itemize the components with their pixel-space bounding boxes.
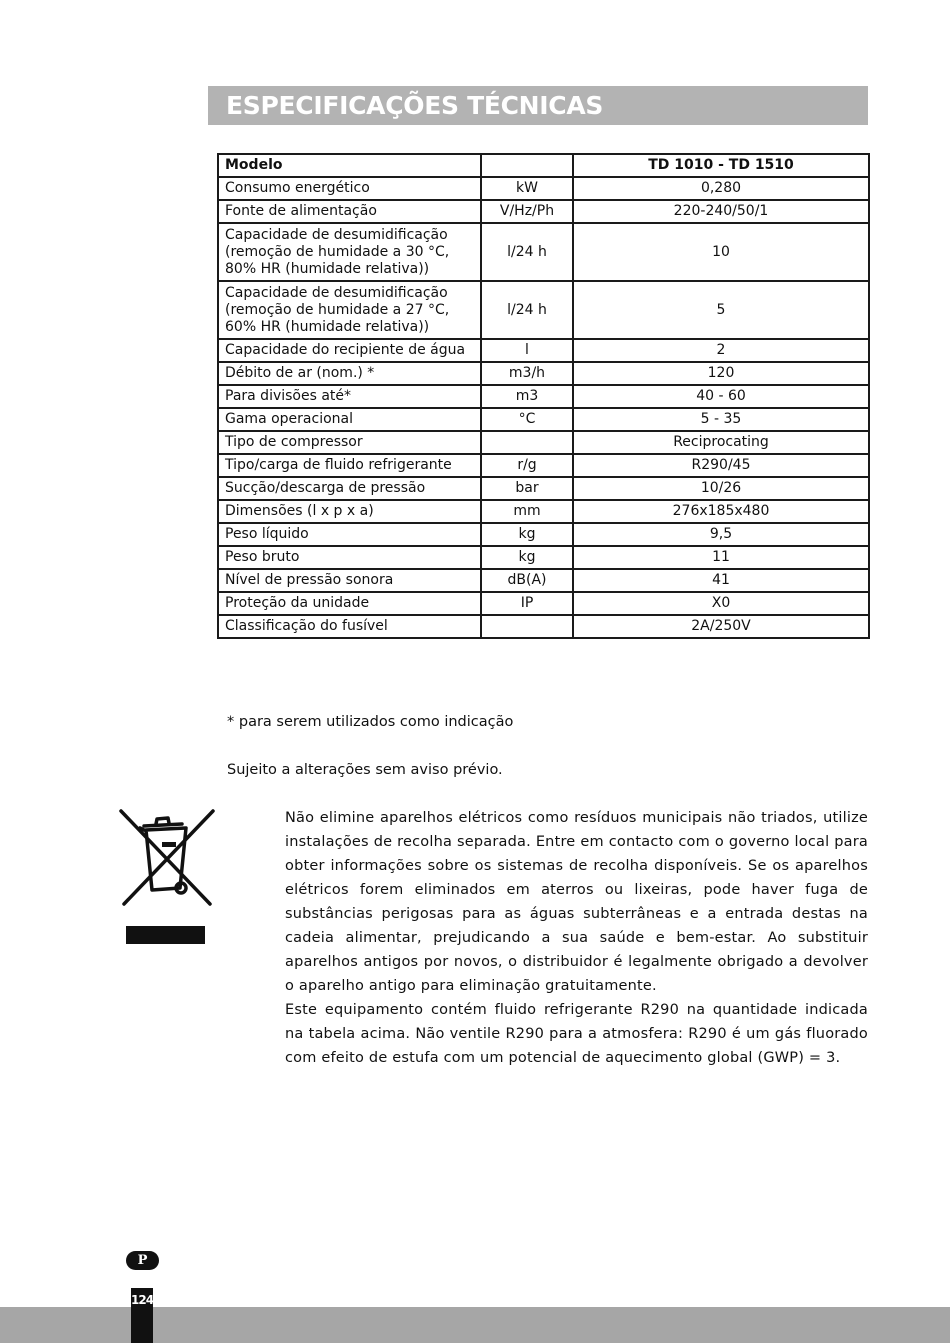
- table-row: [218, 177, 869, 200]
- language-badge: P: [126, 1251, 159, 1270]
- spec-label: Peso bruto: [218, 546, 481, 569]
- spec-value: 0,280: [573, 177, 869, 200]
- table-row: [218, 500, 869, 523]
- spec-label: Tipo de compressor: [218, 431, 481, 454]
- page-number: 124: [131, 1293, 154, 1307]
- spec-label: Peso líquido: [218, 523, 481, 546]
- spec-unit: [481, 431, 573, 454]
- spec-value: 41: [573, 569, 869, 592]
- table-row: [218, 339, 869, 362]
- table-row: [218, 454, 869, 477]
- spec-value: Reciprocating: [573, 431, 869, 454]
- spec-label: Capacidade de desumidificação (remoção de humidade a 27 °C, 60% HR (humidade relativa)): [218, 281, 481, 339]
- spec-unit: kg: [481, 523, 573, 546]
- table-row: [218, 281, 869, 339]
- spec-unit: bar: [481, 477, 573, 500]
- crossed-out-wheelie-bin-icon: [118, 808, 216, 948]
- spec-value: 2A/250V: [573, 615, 869, 638]
- spec-label: Fonte de alimentação: [218, 200, 481, 223]
- spec-value: 10: [573, 223, 869, 281]
- spec-unit: kW: [481, 177, 573, 200]
- spec-value: 220-240/50/1: [573, 200, 869, 223]
- spec-value: 9,5: [573, 523, 869, 546]
- spec-label: Para divisões até*: [218, 385, 481, 408]
- spec-value: 120: [573, 362, 869, 385]
- spec-value: X0: [573, 592, 869, 615]
- spec-label: Nível de pressão sonora: [218, 569, 481, 592]
- spec-label: Capacidade de desumidificação (remoção de humidade a 30 °C, 80% HR (humidade relativa)): [218, 223, 481, 281]
- table-row: [218, 223, 869, 281]
- section-title-bar: [208, 86, 868, 125]
- table-row: [218, 523, 869, 546]
- spec-label: Proteção da unidade: [218, 592, 481, 615]
- indication-note: * para serem utilizados como indicação: [227, 714, 514, 730]
- table-row: [218, 615, 869, 638]
- spec-label: Sucção/descarga de pressão: [218, 477, 481, 500]
- table-row: [218, 569, 869, 592]
- spec-value: 10/26: [573, 477, 869, 500]
- spec-unit: m3: [481, 385, 573, 408]
- spec-value: 276x185x480: [573, 500, 869, 523]
- spec-label: Gama operacional: [218, 408, 481, 431]
- spec-unit: l: [481, 339, 573, 362]
- table-row: [218, 477, 869, 500]
- spec-value: 40 - 60: [573, 385, 869, 408]
- spec-unit: kg: [481, 546, 573, 569]
- table-row: [218, 408, 869, 431]
- spec-unit: [481, 615, 573, 638]
- spec-label: Consumo energético: [218, 177, 481, 200]
- table-row: [218, 385, 869, 408]
- spec-unit: m3/h: [481, 362, 573, 385]
- spec-unit: dB(A): [481, 569, 573, 592]
- header-model: TD 1010 - TD 1510: [573, 154, 869, 177]
- spec-table: [217, 153, 870, 639]
- disposal-paragraph: Não elimine aparelhos elétricos como resíduos municipais não triados, utilize instalações de recolha separada. Entre em contacto com o governo local para obter informações sobre os sistemas de recolha disponíveis. Se os aparelhos elétricos forem eliminados em aterros ou lixeiras, pode haver fuga de substâncias perigosas para as águas subterrâneas e a entrada destas na cadeia alimentar, prejudicando a sua saúde e bem-estar. Ao substituir aparelhos antigos por novos, o distribuidor é legalmente obrigado a devolver o aparelho antigo para eliminação gratuitamente.: [285, 810, 868, 994]
- table-row: [218, 431, 869, 454]
- spec-unit: °C: [481, 408, 573, 431]
- table-row: [218, 546, 869, 569]
- spec-value: 11: [573, 546, 869, 569]
- spec-unit: l/24 h: [481, 223, 573, 281]
- table-row: [218, 362, 869, 385]
- spec-unit: mm: [481, 500, 573, 523]
- spec-unit: r/g: [481, 454, 573, 477]
- spec-value: R290/45: [573, 454, 869, 477]
- table-row: [218, 200, 869, 223]
- page-title: ESPECIFICAÇÕES TÉCNICAS: [226, 91, 604, 120]
- page-number-tab: [131, 1288, 153, 1343]
- spec-label: Classificação do fusível: [218, 615, 481, 638]
- header-label: Modelo: [218, 154, 481, 177]
- refrigerant-paragraph: Este equipamento contém fluido refrigerante R290 na quantidade indicada na tabela acima. Não ventile R290 para a atmosfera: R290 é um gás fluorado com efeito de estufa com um potencial de aquecimento global (GWP) = 3.: [285, 1002, 868, 1066]
- spec-unit: V/Hz/Ph: [481, 200, 573, 223]
- table-row: [218, 592, 869, 615]
- spec-value: 5: [573, 281, 869, 339]
- spec-label: Débito de ar (nom.) *: [218, 362, 481, 385]
- spec-label: Tipo/carga de fluido refrigerante: [218, 454, 481, 477]
- spec-unit: l/24 h: [481, 281, 573, 339]
- subject-to-change-note: Sujeito a alterações sem aviso prévio.: [227, 762, 503, 778]
- spec-label: Capacidade do recipiente de água: [218, 339, 481, 362]
- header-unit: [481, 154, 573, 177]
- spec-value: 2: [573, 339, 869, 362]
- spec-unit: IP: [481, 592, 573, 615]
- table-header-row: [218, 154, 869, 177]
- spec-value: 5 - 35: [573, 408, 869, 431]
- spec-label: Dimensões (l x p x a): [218, 500, 481, 523]
